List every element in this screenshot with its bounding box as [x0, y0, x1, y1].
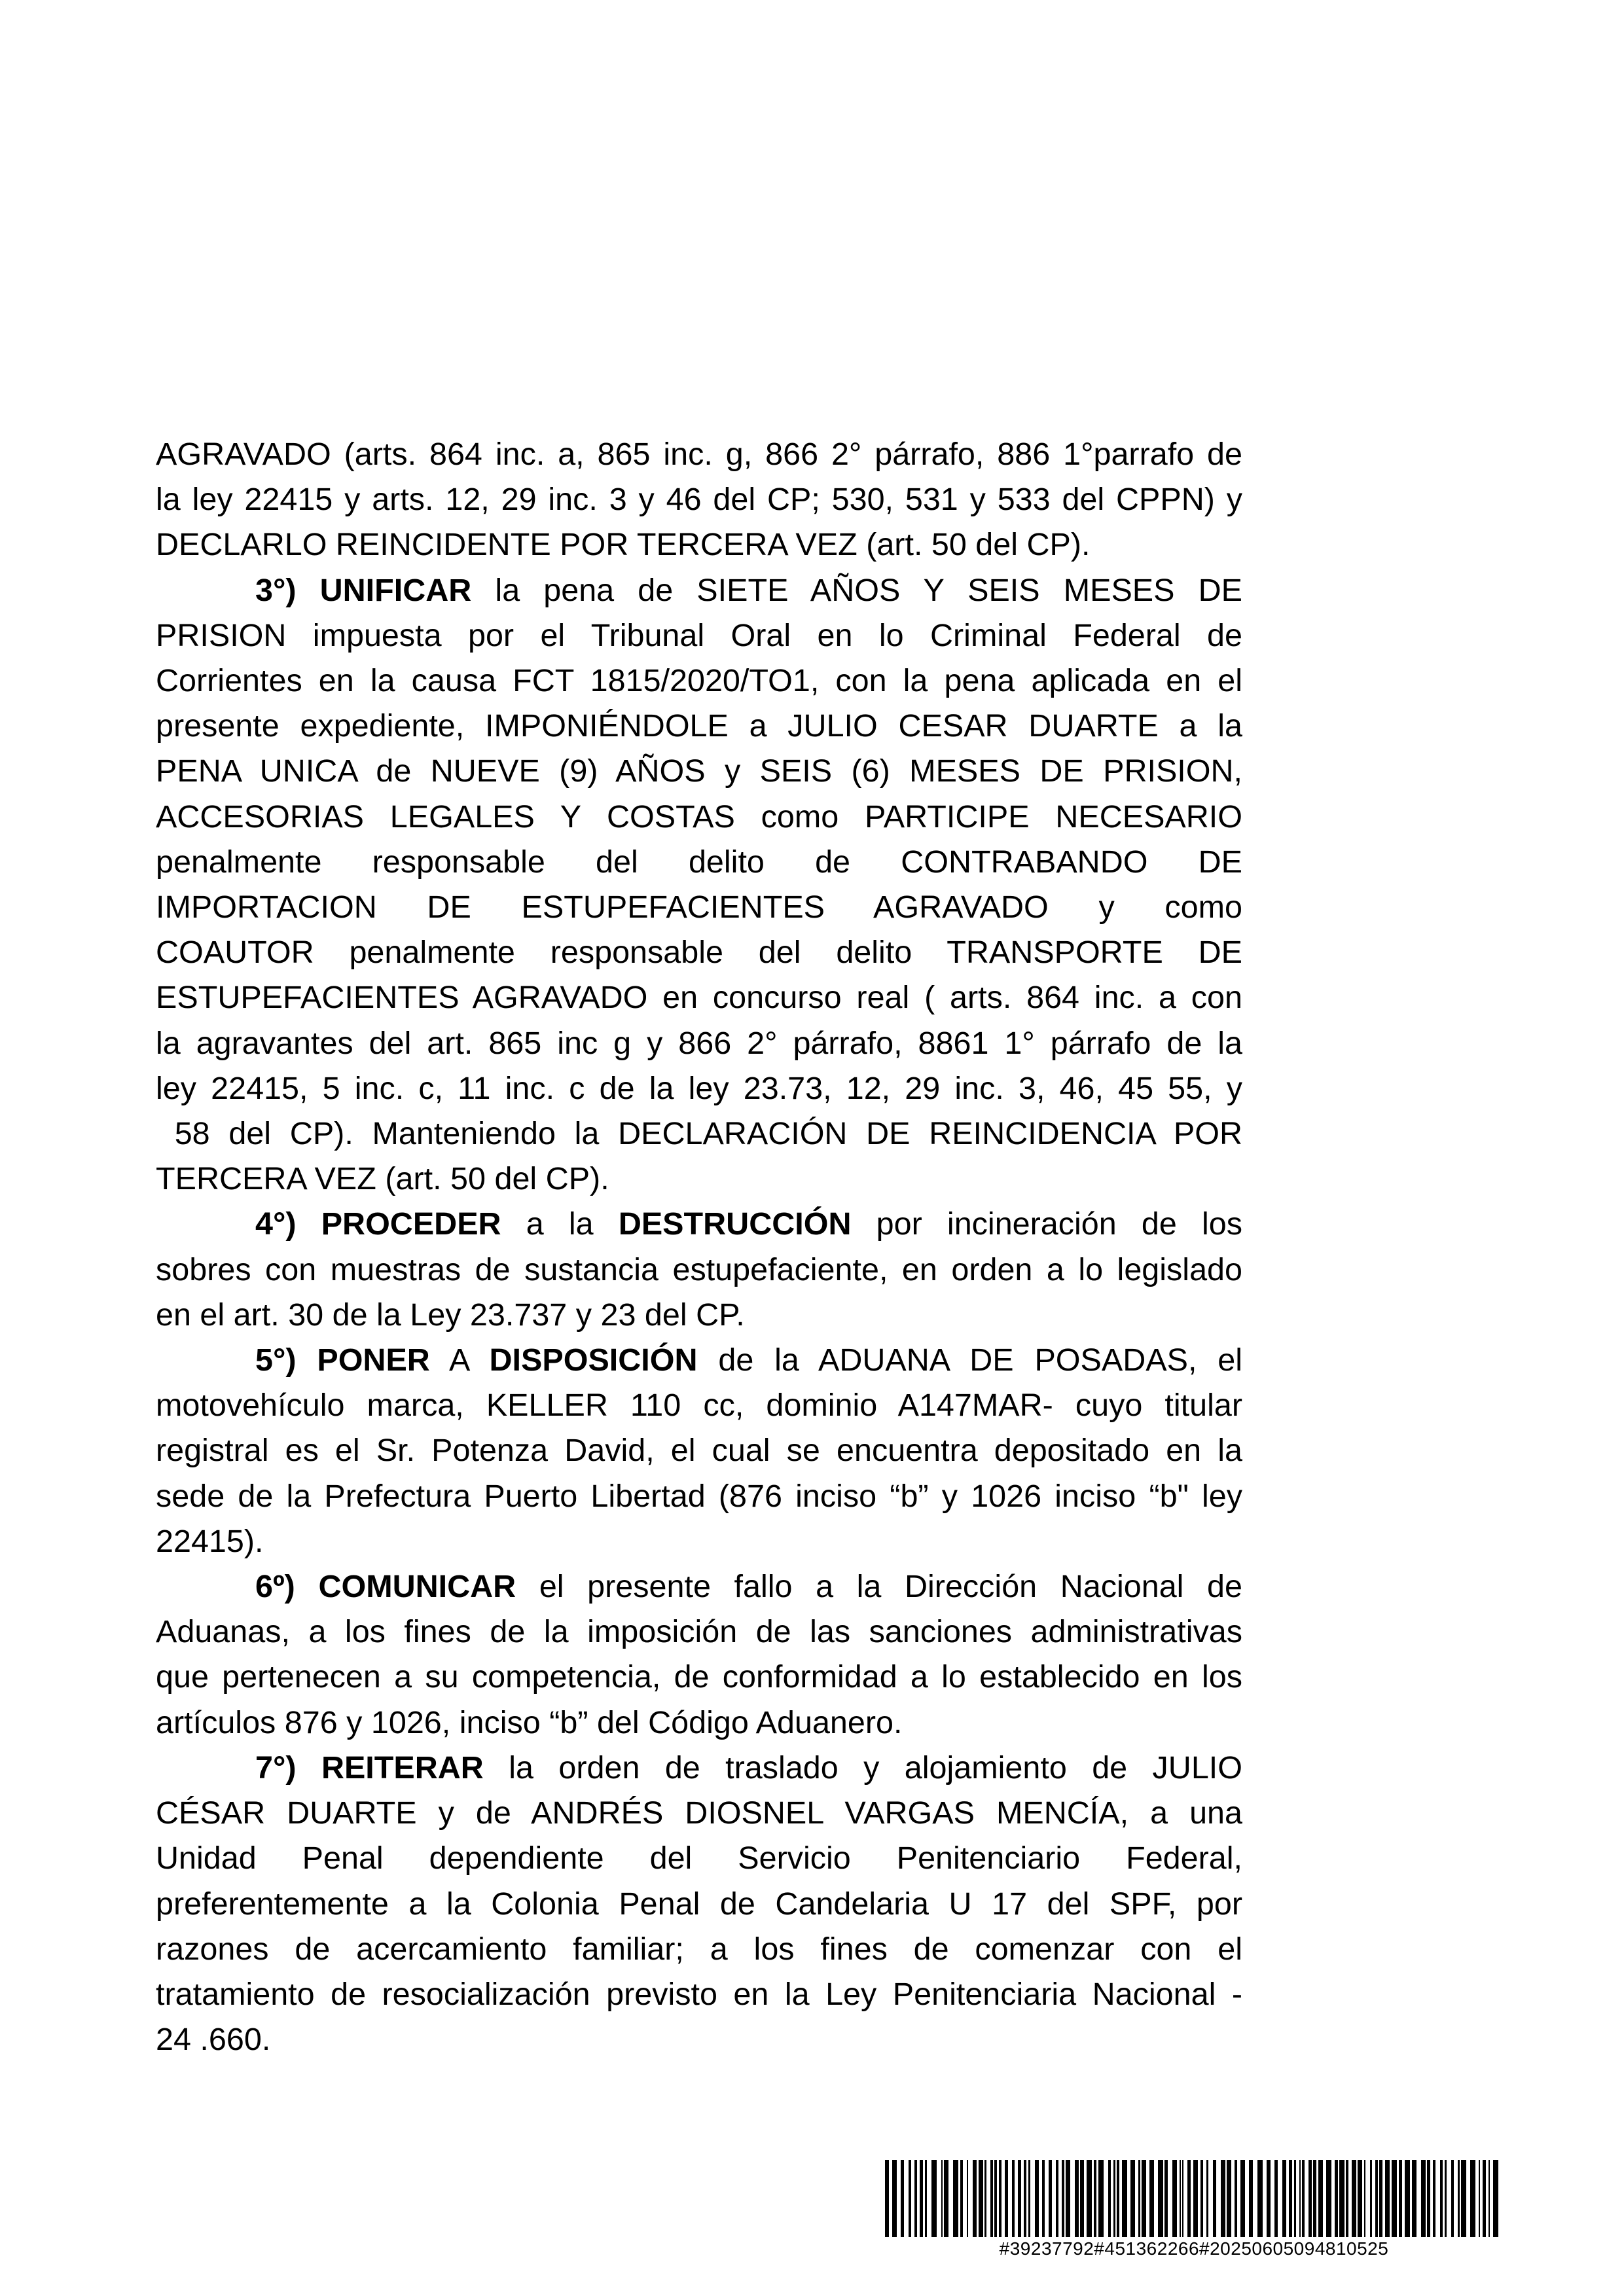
item-keyword: REITERAR	[321, 1749, 484, 1785]
text-line: ESTUPEFACIENTES AGRAVADO en concurso real ( arts. 864 inc. a con	[156, 980, 1242, 1016]
text-segment: a la	[526, 1206, 594, 1242]
text-line: razones de acercamiento familiar; a los fines de comenzar con el	[156, 1931, 1242, 1967]
text-line: sede de la Prefectura Puerto Libertad (876 inciso “b” y 1026 inciso “b" ley	[156, 1478, 1242, 1514]
item-number: 4°)	[255, 1206, 297, 1242]
paragraph-6-comunicar	[156, 1564, 1242, 1746]
barcode-image	[885, 2160, 1503, 2237]
text-line: PRISION impuesta por el Tribunal Oral en lo Criminal Federal de	[156, 617, 1242, 653]
text-line: registral es el Sr. Potenza David, el cual se encuentra depositado en la	[156, 1433, 1242, 1469]
text-line: la ley 22415 y arts. 12, 29 inc. 3 y 46 del CP; 530, 531 y 533 del CPPN) y	[156, 482, 1242, 518]
document-body	[156, 432, 1242, 2062]
text-line	[156, 1746, 1242, 1791]
text-line: presente expediente, IMPONIÉNDOLE a JULIO CESAR DUARTE a la	[156, 708, 1242, 744]
barcode-text: #39237792#451362266#20250605094810525	[999, 2238, 1389, 2259]
text-line: sobres con muestras de sustancia estupefaciente, en orden a lo legislado	[156, 1251, 1242, 1287]
text-line: CÉSAR DUARTE y de ANDRÉS DIOSNEL VARGAS MENCÍA, a una	[156, 1795, 1242, 1831]
text-line: AGRAVADO (arts. 864 inc. a, 865 inc. g, 866 2° párrafo, 886 1°parrafo de	[156, 437, 1242, 472]
paragraph-7-reiterar	[156, 1746, 1242, 2062]
text-line: 24 .660.	[156, 2022, 271, 2058]
text-line: que pertenecen a su competencia, de conformidad a lo establecido en los	[156, 1659, 1242, 1695]
item-keyword-secondary: DISPOSICIÓN	[489, 1342, 698, 1378]
text-line: TERCERA VEZ (art. 50 del CP).	[156, 1161, 609, 1197]
text-segment: el presente fallo a la Dirección Nacional de	[539, 1569, 1243, 1605]
text-line: ACCESORIAS LEGALES Y COSTAS como PARTICIPE NECESARIO	[156, 798, 1242, 834]
text-line: 22415).	[156, 1523, 264, 1559]
text-line: 58 del CP). Manteniendo la DECLARACIÓN DE REINCIDENCIA POR	[156, 1116, 1242, 1152]
text-line: ley 22415, 5 inc. c, 11 inc. c de la ley 23.73, 12, 29 inc. 3, 46, 45 55, y	[156, 1070, 1242, 1106]
text-line: motovehículo marca, KELLER 110 cc, dominio A147MAR- cuyo titular	[156, 1388, 1242, 1424]
text-line	[156, 1202, 1242, 1247]
paragraph-3-unificar	[156, 568, 1242, 1202]
text-line: la agravantes del art. 865 inc g y 866 2° párrafo, 8861 1° párrafo de la	[156, 1025, 1242, 1061]
item-keyword: COMUNICAR	[318, 1569, 516, 1605]
text-line: DECLARLO REINCIDENTE POR TERCERA VEZ (art. 50 del CP).	[156, 527, 1091, 563]
item-number: 3°)	[255, 572, 297, 608]
text-line: IMPORTACION DE ESTUPEFACIENTES AGRAVADO y como	[156, 889, 1242, 925]
text-line: preferentemente a la Colonia Penal de Candelaria U 17 del SPF, por	[156, 1886, 1242, 1922]
text-line: artículos 876 y 1026, inciso “b” del Código Aduanero.	[156, 1704, 903, 1740]
paragraph-5-poner	[156, 1338, 1242, 1564]
text-line	[156, 1338, 1242, 1383]
document-barcode	[885, 2160, 1503, 2258]
item-keyword: PROCEDER	[321, 1206, 501, 1242]
text-segment: por incineración de los	[876, 1206, 1243, 1242]
item-keyword-secondary: DESTRUCCIÓN	[618, 1206, 852, 1242]
text-line: Corrientes en la causa FCT 1815/2020/TO1, con la pena aplicada en el	[156, 663, 1242, 699]
text-line	[156, 1564, 1242, 1609]
text-line: Unidad Penal dependiente del Servicio Penitenciario Federal,	[156, 1840, 1242, 1876]
item-number: 5°)	[255, 1342, 297, 1378]
item-keyword: UNIFICAR	[319, 572, 472, 608]
item-number: 7°)	[255, 1749, 297, 1785]
text-line: Aduanas, a los fines de la imposición de las sanciones administrativas	[156, 1614, 1242, 1650]
text-segment: A	[449, 1342, 469, 1378]
text-line: en el art. 30 de la Ley 23.737 y 23 del CP.	[156, 1297, 745, 1333]
text-segment: la orden de traslado y alojamiento de JULIO	[509, 1749, 1242, 1785]
item-keyword: PONER	[317, 1342, 430, 1378]
text-segment: de la ADUANA DE POSADAS, el	[718, 1342, 1242, 1378]
text-segment: la pena de SIETE AÑOS Y SEIS MESES DE	[495, 572, 1242, 608]
text-line: COAUTOR penalmente responsable del delito TRANSPORTE DE	[156, 935, 1242, 971]
paragraph-4-proceder	[156, 1202, 1242, 1338]
text-line: penalmente responsable del delito de CONTRABANDO DE	[156, 844, 1242, 880]
paragraph-continuation	[156, 432, 1242, 568]
text-line	[156, 568, 1242, 613]
item-number: 6º)	[255, 1569, 295, 1605]
text-line: PENA UNICA de NUEVE (9) AÑOS y SEIS (6) MESES DE PRISION,	[156, 753, 1242, 789]
text-line: tratamiento de resocialización previsto en la Ley Penitenciaria Nacional -	[156, 1976, 1242, 2012]
